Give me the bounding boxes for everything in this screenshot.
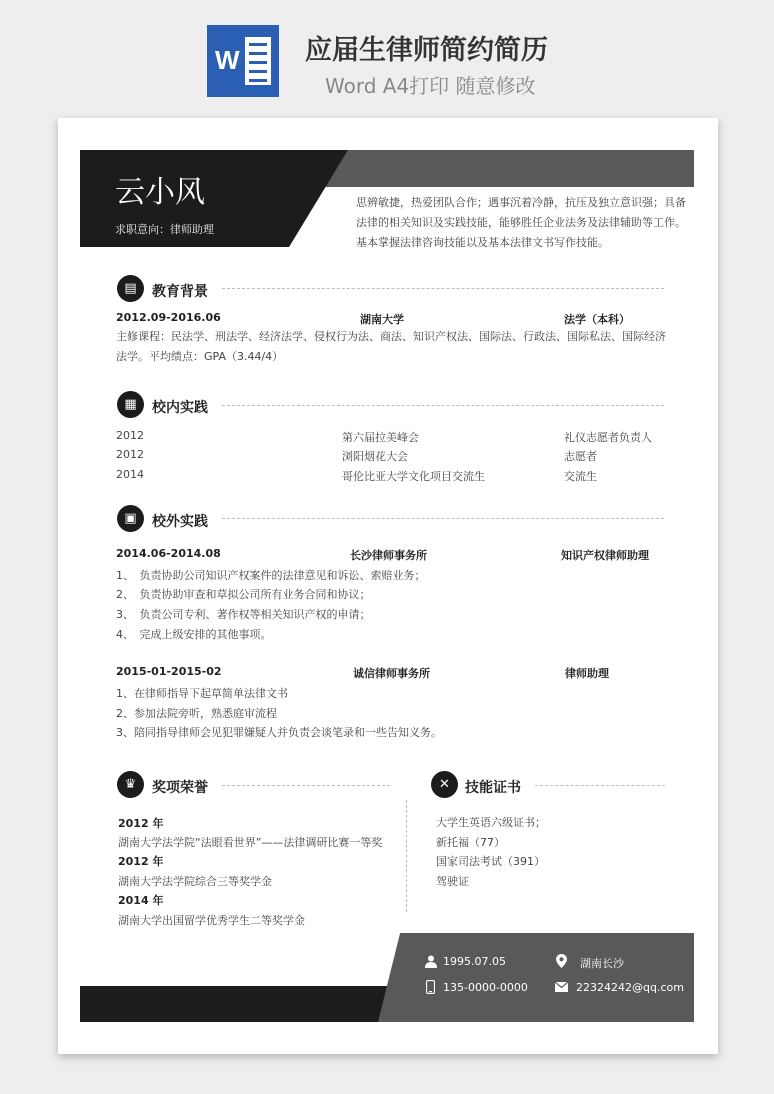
campus-year: 2012 bbox=[116, 429, 144, 442]
education-courses: 主修课程：民法学、刑法学、经济法学、侵权行为法、商法、知识产权法、国际法、行政法、国际私法、国际经济法学。平均绩点：GPA（3.44/4） bbox=[116, 330, 666, 363]
briefcase-icon: ▣ bbox=[117, 505, 144, 532]
campus-year: 2012 bbox=[116, 448, 144, 461]
education-major: 法学（本科） bbox=[564, 313, 630, 326]
job-duty: 4、 完成上级安排的其他事项。 bbox=[116, 628, 272, 641]
campus-event: 哥伦比亚大学文化项目交流生 bbox=[342, 470, 485, 483]
banner-title: 应届生律师简约简历 bbox=[305, 35, 548, 66]
section-divider bbox=[535, 785, 665, 786]
campus-role: 交流生 bbox=[564, 470, 597, 483]
section-title-external: 校外实践 bbox=[152, 514, 208, 530]
section-divider bbox=[222, 518, 664, 519]
footer-black-bar bbox=[80, 986, 410, 1022]
job-position: 知识产权律师助理 bbox=[561, 549, 649, 562]
phone-text: 135-0000-0000 bbox=[443, 981, 528, 994]
job-company: 长沙律师事务所 bbox=[350, 549, 427, 562]
award-year: 2014 年 bbox=[118, 894, 164, 907]
job-duty: 1、在律师指导下起草简单法律文书 bbox=[116, 687, 288, 700]
section-divider bbox=[222, 405, 664, 406]
award-desc: 湖南大学出国留学优秀学生二等奖学金 bbox=[118, 914, 305, 927]
skill-item: 驾驶证 bbox=[436, 875, 469, 888]
document-lines-icon bbox=[245, 37, 271, 85]
job-company: 诚信律师事务所 bbox=[353, 667, 430, 680]
column-divider bbox=[406, 800, 407, 912]
job-duty: 1、 负责协助公司知识产权案件的法律意见和诉讼、索赔业务； bbox=[116, 569, 426, 582]
education-school: 湖南大学 bbox=[360, 313, 404, 326]
award-year: 2012 年 bbox=[118, 817, 164, 830]
location-text: 湖南长沙 bbox=[580, 957, 624, 970]
email-text: 22324242@qq.com bbox=[576, 981, 684, 994]
section-divider bbox=[222, 288, 664, 289]
award-year: 2012 年 bbox=[118, 855, 164, 868]
award-desc: 湖南大学法学院“法眼看世界”——法律调研比赛一等奖 bbox=[118, 836, 383, 849]
location-pin-icon bbox=[556, 954, 567, 968]
section-divider bbox=[222, 785, 390, 786]
job-position: 律师助理 bbox=[565, 667, 609, 680]
job-intent: 求职意向：律师助理 bbox=[115, 223, 214, 236]
self-summary: 思辨敏捷，热爱团队合作；遇事沉着冷静，抗压及独立意识强；具备法律的相关知识及实践技能，能够胜任企业法务及法律辅助等工作。基本掌握法律咨询技能以及基本法律文书写作技能。 bbox=[356, 196, 686, 249]
campus-year: 2014 bbox=[116, 468, 144, 481]
section-title-campus: 校内实践 bbox=[152, 400, 208, 416]
section-title-education: 教育背景 bbox=[152, 284, 208, 300]
trophy-icon: ♛ bbox=[117, 771, 144, 798]
job-duty: 2、 负责协助审查和草拟公司所有业务合同和协议； bbox=[116, 588, 371, 601]
job-duty: 3、陪同指导律师会见犯罪嫌疑人并负责会谈笔录和一些告知义务。 bbox=[116, 726, 442, 739]
section-title-awards: 奖项荣誉 bbox=[152, 780, 208, 796]
skill-item: 大学生英语六级证书； bbox=[436, 816, 546, 829]
list-icon: ▦ bbox=[117, 391, 144, 418]
campus-event: 浏阳烟花大会 bbox=[342, 450, 408, 463]
word-icon-letter: W bbox=[215, 45, 240, 75]
email-icon bbox=[555, 982, 568, 992]
footer-contact-panel bbox=[378, 933, 694, 1022]
candidate-name: 云小风 bbox=[115, 175, 205, 210]
campus-role: 志愿者 bbox=[564, 450, 597, 463]
book-icon: ▤ bbox=[117, 275, 144, 302]
person-icon bbox=[425, 955, 437, 968]
job-duty: 2、参加法院旁听，熟悉庭审流程 bbox=[116, 707, 277, 720]
campus-role: 礼仪志愿者负责人 bbox=[564, 431, 652, 444]
skill-item: 国家司法考试（391） bbox=[436, 855, 545, 868]
tools-icon: ✕ bbox=[431, 771, 458, 798]
section-title-skills: 技能证书 bbox=[465, 780, 521, 796]
birthday-text: 1995.07.05 bbox=[443, 955, 506, 968]
campus-event: 第六届拉美峰会 bbox=[342, 431, 419, 444]
job-period: 2015-01-2015-02 bbox=[116, 665, 222, 678]
word-icon bbox=[207, 25, 279, 97]
skill-item: 新托福（77） bbox=[436, 836, 505, 849]
job-duty: 3、 负责公司专利、著作权等相关知识产权的申请； bbox=[116, 608, 371, 621]
phone-icon bbox=[426, 980, 435, 994]
education-period: 2012.09-2016.06 bbox=[116, 311, 221, 324]
job-period: 2014.06-2014.08 bbox=[116, 547, 221, 560]
award-desc: 湖南大学法学院综合三等奖学金 bbox=[118, 875, 272, 888]
banner-subtitle: Word A4打印 随意修改 bbox=[325, 74, 536, 98]
